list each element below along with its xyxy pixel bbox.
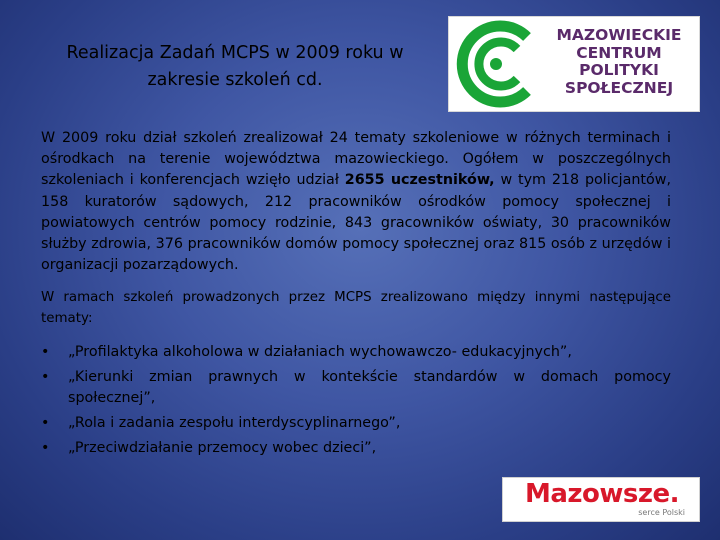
topic-item bbox=[41, 438, 671, 459]
mcps-logo-text bbox=[541, 27, 697, 97]
training-summary-paragraph bbox=[41, 128, 671, 276]
topic-text: „Profilaktyka alkoholowa w działaniach wychowawczo- edukacyjnych”, bbox=[68, 344, 572, 360]
topic-text: „Kierunki zmian prawnych w kontekście standardów w domach pomocy społecznej”, bbox=[68, 369, 671, 406]
participants-count: 2655 uczestników, bbox=[344, 172, 495, 189]
mcps-logo bbox=[448, 16, 700, 112]
mcps-logo-line-3: POLITYKI bbox=[579, 61, 659, 79]
mazowsze-logo-tagline: serce Polski bbox=[638, 508, 685, 517]
mcps-logo-line-4: SPOŁECZNEJ bbox=[564, 78, 674, 97]
topic-item bbox=[41, 367, 671, 409]
slide-title bbox=[30, 40, 440, 94]
topic-item bbox=[41, 342, 671, 363]
summary-text-part-1: W 2009 roku dział szkoleń zrealizował 24 tematy szkoleniowe w różnych terminach i ośrodkach na terenie województwa mazowieckiego. Ogółem w poszczególnych szkoleniach i konferencjach wzięło udział bbox=[41, 130, 671, 189]
topics-intro-paragraph: W ramach szkoleń prowadzonych przez MCPS zrealizowano między innymi następujące tematy: bbox=[41, 290, 671, 326]
mcps-logo-line-2: CENTRUM bbox=[576, 43, 662, 62]
mazowsze-logo-word: Mazowsze. bbox=[524, 479, 680, 509]
slide-title-line-2: zakresie szkoleń cd. bbox=[147, 70, 323, 90]
bullet-icon: • bbox=[41, 369, 50, 385]
mcps-logo-line-1: MAZOWIECKIE bbox=[556, 26, 682, 44]
bullet-icon: • bbox=[41, 415, 50, 431]
topic-item bbox=[41, 413, 671, 434]
summary-text-part-2: w tym 218 policjantów, 158 kuratorów sądowych, 212 pracowników ośrodków pomocy społecznej i powiatowych centrów pomocy rodzinie, 843 gracowników oświaty, 30 pracowników służby zdrowia, 376 pracowników domów pomocy społecznej oraz 815 osób z urzędów i organizacji pozarządowych. bbox=[41, 172, 671, 274]
mazowsze-logo bbox=[502, 477, 700, 522]
topic-text: „Rola i zadania zespołu interdyscyplinarnego”, bbox=[68, 415, 401, 431]
mcps-logo-emblem-icon bbox=[451, 19, 543, 109]
bullet-icon: • bbox=[41, 440, 50, 456]
bullet-icon: • bbox=[41, 344, 50, 360]
topics-list bbox=[41, 342, 671, 463]
slide-title-line-1: Realizacja Zadań MCPS w 2009 roku w bbox=[66, 43, 404, 63]
topic-text: „Przeciwdziałanie przemocy wobec dzieci”, bbox=[68, 440, 377, 456]
